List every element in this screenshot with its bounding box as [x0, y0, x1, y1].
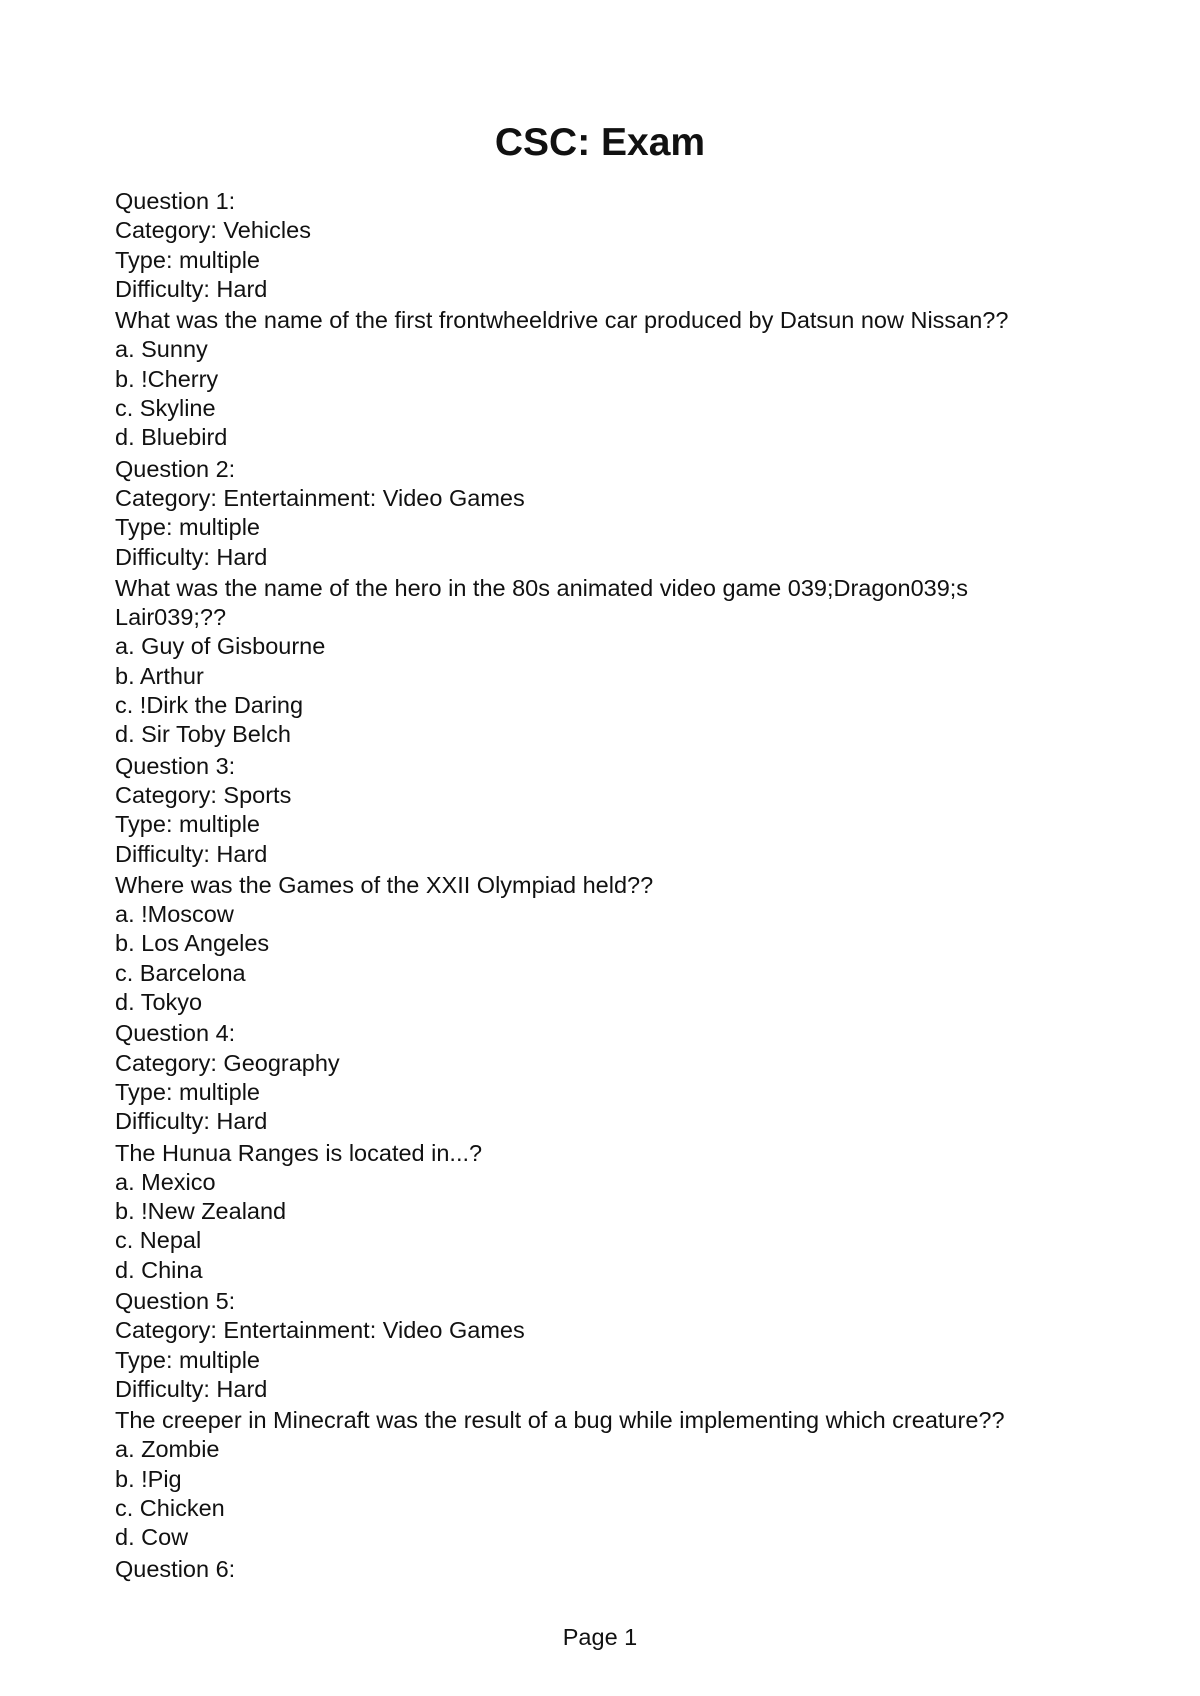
question-text: The creeper in Minecraft was the result of a bug while implementing which creature??	[115, 1407, 1005, 1434]
exam-body	[115, 185, 1075, 1584]
question-difficulty: Difficulty: Hard	[115, 840, 268, 867]
question-header: Question 6:	[115, 1555, 236, 1582]
question-header: Question 1:	[115, 188, 236, 214]
question-block-2	[115, 455, 1075, 750]
question-difficulty: Difficulty: Hard	[115, 275, 268, 302]
question-category: Category: Entertainment: Video Games	[115, 1317, 525, 1344]
answer-option: c. Chicken	[115, 1495, 225, 1522]
question-type: Type: multiple	[115, 811, 260, 838]
answer-option: b. Arthur	[115, 662, 204, 689]
question-block-1	[115, 187, 1075, 453]
question-block-4	[115, 1019, 1075, 1285]
question-header: Question 4:	[115, 1020, 236, 1047]
question-difficulty: Difficulty: Hard	[115, 543, 268, 570]
answer-option: d. China	[115, 1256, 203, 1283]
answer-option: c. !Dirk the Daring	[115, 692, 304, 719]
answer-option: a. Guy of Gisbourne	[115, 633, 326, 660]
question-text: Where was the Games of the XXII Olympiad held??	[115, 871, 654, 898]
question-header: Question 5:	[115, 1287, 236, 1314]
answer-option: c. Nepal	[115, 1227, 202, 1254]
answer-option: d. Bluebird	[115, 424, 228, 451]
question-type: Type: multiple	[115, 1078, 260, 1105]
question-type: Type: multiple	[115, 514, 260, 541]
answer-option: a. !Moscow	[115, 901, 234, 928]
question-block-3	[115, 752, 1075, 1018]
question-category: Category: Vehicles	[115, 217, 311, 244]
answer-option: a. Sunny	[115, 336, 208, 363]
answer-option: b. !Cherry	[115, 365, 219, 392]
question-difficulty: Difficulty: Hard	[115, 1108, 268, 1135]
question-category: Category: Entertainment: Video Games	[115, 484, 525, 511]
question-text: What was the name of the hero in the 80s animated video game 039;Dragon039;s Lair039;??	[115, 574, 969, 631]
question-header: Question 2:	[115, 455, 236, 482]
answer-option: d. Sir Toby Belch	[115, 721, 291, 748]
answer-option: a. Zombie	[115, 1436, 220, 1463]
question-type: Type: multiple	[115, 246, 260, 273]
question-header: Question 3:	[115, 752, 236, 779]
question-block-5	[115, 1287, 1075, 1553]
page-number: Page 1	[562, 1624, 638, 1650]
question-text: What was the name of the first frontwheeldrive car produced by Datsun now Nissan??	[115, 307, 1009, 334]
answer-option: c. Barcelona	[115, 959, 246, 986]
question-category: Category: Geography	[115, 1049, 340, 1076]
question-type: Type: multiple	[115, 1346, 260, 1373]
answer-option: a. Mexico	[115, 1168, 216, 1195]
answer-option: b. Los Angeles	[115, 930, 270, 957]
answer-option: b. !Pig	[115, 1465, 182, 1492]
question-category: Category: Sports	[115, 781, 292, 808]
question-difficulty: Difficulty: Hard	[115, 1375, 268, 1402]
question-text: The Hunua Ranges is located in...?	[115, 1139, 483, 1166]
page-title: CSC: Exam	[494, 121, 706, 164]
answer-option: d. Tokyo	[115, 989, 203, 1016]
question-block-6	[115, 1555, 1075, 1584]
answer-option: d. Cow	[115, 1524, 189, 1551]
answer-option: b. !New Zealand	[115, 1198, 287, 1225]
answer-option: c. Skyline	[115, 395, 216, 422]
